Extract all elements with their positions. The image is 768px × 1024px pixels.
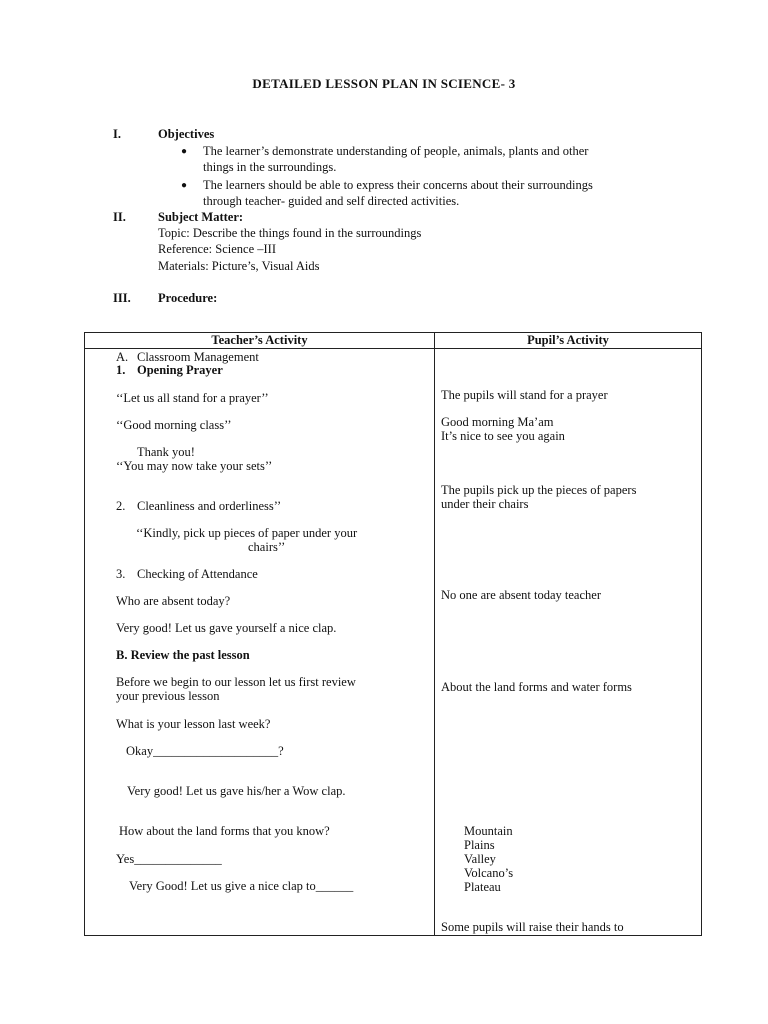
bullet-dot-icon: ● xyxy=(181,146,188,157)
list-item: Volcano’s xyxy=(464,866,514,880)
pupil-good-morning-line-2: It’s nice to see you again xyxy=(441,429,565,443)
table-row xyxy=(85,349,702,936)
reference-line: Reference: Science –III xyxy=(158,242,276,256)
teacher-activity-cell xyxy=(85,349,435,936)
classroom-management: Classroom Management xyxy=(137,350,259,364)
pupil-pick-up-line-1: The pupils pick up the pieces of papers xyxy=(441,483,637,497)
objective-1-line-1: The learner’s demonstrate understanding of people, animals, plants and other xyxy=(203,144,589,158)
teacher-activity-header: Teacher’s Activity xyxy=(85,333,435,349)
subject-matter-numeral: II. xyxy=(113,210,126,224)
subject-matter-heading: Subject Matter: xyxy=(158,210,244,224)
list-item: Valley xyxy=(464,852,496,866)
item-3-label: 3. xyxy=(116,567,126,581)
teacher-very-good-clap: Very good! Let us gave yourself a nice clap. xyxy=(116,621,337,635)
list-item: Plateau xyxy=(464,880,501,894)
teacher-what-lesson: What is your lesson last week? xyxy=(116,717,271,731)
review-past-lesson-heading: B. Review the past lesson xyxy=(116,648,250,662)
pupil-good-morning-line-1: Good morning Ma’am xyxy=(441,415,554,429)
objective-2-line-1: The learners should be able to express their concerns about their surroundings xyxy=(203,178,593,192)
pupil-pick-up-line-2: under their chairs xyxy=(441,497,529,511)
page-title: DETAILED LESSON PLAN IN SCIENCE- 3 xyxy=(252,76,516,91)
teacher-take-sets: ‘‘You may now take your sets’’ xyxy=(116,459,273,473)
procedure-numeral: III. xyxy=(113,291,131,305)
teacher-who-absent: Who are absent today? xyxy=(116,594,231,608)
pupil-activity-cell xyxy=(435,349,702,936)
teacher-okay-blank: Okay____________________? xyxy=(126,744,284,758)
topic-line: Topic: Describe the things found in the surroundings xyxy=(158,226,422,240)
item-a-label: A. xyxy=(116,350,129,364)
teacher-before-line-2: your previous lesson xyxy=(116,689,220,703)
table-header-row xyxy=(85,333,702,349)
objective-2-line-2: through teacher- guided and self directed activities. xyxy=(203,194,460,208)
procedure-heading: Procedure: xyxy=(158,291,218,305)
materials-line: Materials: Picture’s, Visual Aids xyxy=(158,259,320,273)
teacher-wow-clap: Very good! Let us gave his/her a Wow clap. xyxy=(127,784,346,798)
pupil-no-absent: No one are absent today teacher xyxy=(441,588,601,602)
teacher-thank-you: Thank you! xyxy=(137,445,195,459)
pupil-land-water-forms: About the land forms and water forms xyxy=(441,680,632,694)
bullet-dot-icon: ● xyxy=(181,180,188,191)
teacher-land-forms-question: How about the land forms that you know? xyxy=(119,824,330,838)
pupil-raise-hands: Some pupils will raise their hands to xyxy=(441,920,624,934)
list-item: Plains xyxy=(464,838,495,852)
teacher-stand-prayer: ‘‘Let us all stand for a prayer’’ xyxy=(116,391,269,405)
pupil-stand-prayer: The pupils will stand for a prayer xyxy=(441,388,608,402)
teacher-kindly-line-1: ‘‘Kindly, pick up pieces of paper under your xyxy=(136,526,358,540)
objectives-heading: Objectives xyxy=(158,127,215,141)
item-1-label: 1. xyxy=(116,363,126,377)
item-2-label: 2. xyxy=(116,499,126,513)
checking-attendance: Checking of Attendance xyxy=(137,567,258,581)
list-item: Mountain xyxy=(464,824,513,838)
opening-prayer: Opening Prayer xyxy=(137,363,223,377)
teacher-nice-clap: Very Good! Let us give a nice clap to______ xyxy=(129,879,354,893)
teacher-before-line-1: Before we begin to our lesson let us first review xyxy=(116,675,356,689)
teacher-yes-blank: Yes______________ xyxy=(116,852,222,866)
cleanliness-orderliness: Cleanliness and orderliness’’ xyxy=(137,499,282,513)
teacher-good-morning: ‘‘Good morning class’’ xyxy=(116,418,232,432)
objectives-numeral: I. xyxy=(113,127,121,141)
pupil-activity-header: Pupil’s Activity xyxy=(435,333,702,349)
objective-1-line-2: things in the surroundings. xyxy=(203,160,337,174)
teacher-kindly-line-2: chairs’’ xyxy=(248,540,286,554)
procedure-table xyxy=(84,332,702,936)
